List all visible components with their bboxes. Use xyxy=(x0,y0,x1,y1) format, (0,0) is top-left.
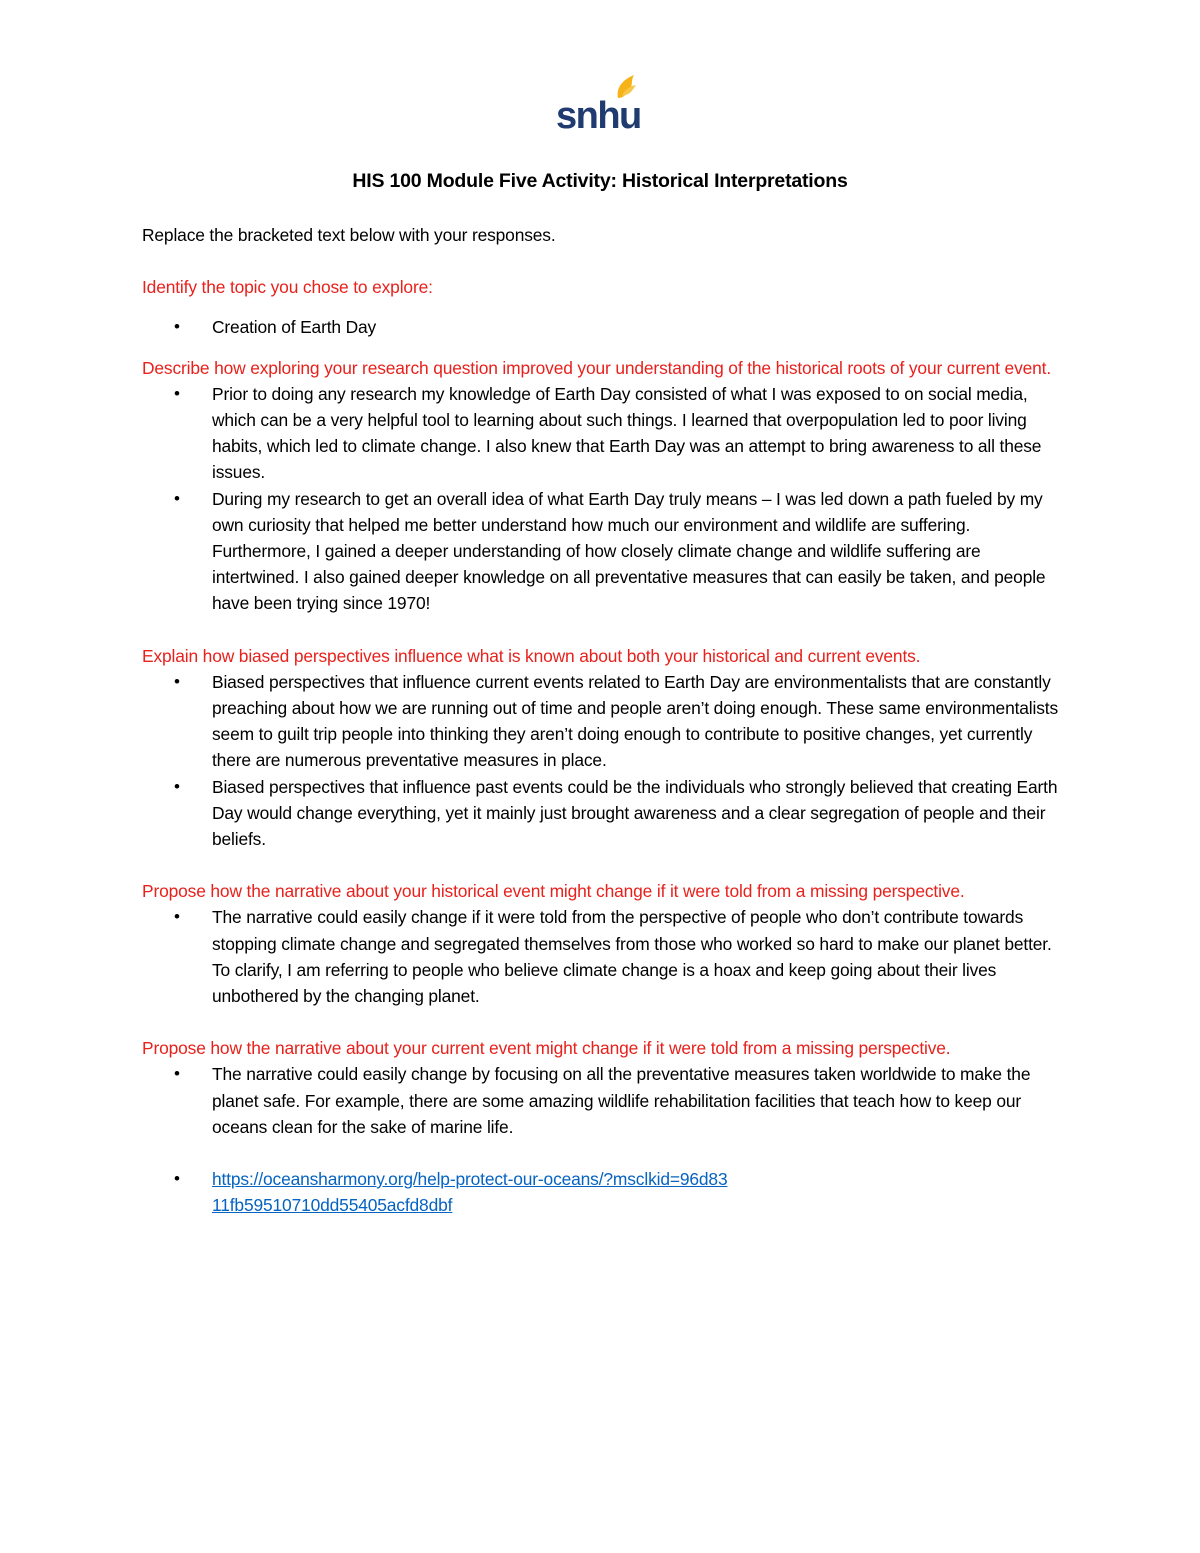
list-item-text: Biased perspectives that influence current events related to Earth Day are environmentalists that are constantly preaching about how we are running out of time and people aren’t doing enough. These same environmentalists seem to guilt trip people into thinking they aren’t doing enough to contribute to positive changes, yet currently there are numerous preventative measures in place. xyxy=(212,671,1058,771)
list-item-text: During my research to get an overall idea of what Earth Day truly means – I was led down a path fueled by my own curiosity that helped me better understand how much our environment and wildlife are suffering. Furthermore, I gained a deeper understanding of how closely climate change and wildlife suffering are intertwined. I also gained deeper knowledge on all preventative measures that can easily be taken, and people have been trying since 1970! xyxy=(212,488,1046,614)
section-prompt: Identify the topic you chose to explore: xyxy=(142,277,433,298)
list-item xyxy=(142,381,1072,486)
section-bullets xyxy=(142,669,1072,852)
snhu-logo xyxy=(552,72,648,134)
list-item xyxy=(142,904,1072,1009)
section-bullets xyxy=(142,314,1072,340)
section-bullets xyxy=(142,1061,1072,1140)
section-prompt: Propose how the narrative about your historical event might change if it were told from a missing perspective. xyxy=(142,881,965,902)
section-bullets xyxy=(142,904,1072,1009)
list-item xyxy=(142,1061,1072,1140)
document-body xyxy=(142,222,1072,1219)
list-item xyxy=(142,314,1072,340)
list-item-text: Prior to doing any research my knowledge of Earth Day consisted of what I was exposed to on social media, which can be a very helpful tool to learning about such things. I learned that overpopulation led to poor living habits, which led to climate change. I also knew that Earth Day was an attempt to bring awareness to all these issues. xyxy=(212,383,1042,483)
bullet-icon: • xyxy=(174,488,180,508)
list-item xyxy=(142,669,1072,774)
reference-link[interactable]: https://oceansharmony.org/help-protect-our-oceans/?msclkid=96d8311fb59510710dd55405acfd8dbf xyxy=(212,1169,728,1216)
link-list xyxy=(142,1166,1072,1218)
bullet-icon: • xyxy=(174,671,180,691)
logo-wordmark: snhu xyxy=(556,95,641,134)
list-item-text: Creation of Earth Day xyxy=(212,317,377,338)
list-item-text: Biased perspectives that influence past events could be the individuals who strongly believed that creating Earth Day would change everything, yet it mainly just brought awareness and a clear segregation of people and their beliefs. xyxy=(212,776,1058,850)
list-item xyxy=(142,1166,732,1218)
instructions-text: Replace the bracketed text below with your responses. xyxy=(142,225,556,245)
section-bullets xyxy=(142,381,1072,617)
document-title: HIS 100 Module Five Activity: Historical Interpretations xyxy=(352,170,848,192)
bullet-icon: • xyxy=(174,776,180,796)
section-prompt: Explain how biased perspectives influence what is known about both your historical and current events. xyxy=(142,645,921,666)
list-item xyxy=(142,486,1072,617)
bullet-icon: • xyxy=(174,383,180,403)
section-prompt: Describe how exploring your research question improved your understanding of the historical roots of your current event. xyxy=(142,357,1052,378)
bullet-icon: • xyxy=(174,317,180,337)
list-item-text: The narrative could easily change if it were told from the perspective of people who don’t contribute towards stopping climate change and segregated themselves from those who worked so hard to make our planet better. To clarify, I am referring to people who believe climate change is a hoax and keep going about their lives unbothered by the changing planet. xyxy=(212,907,1052,1007)
section-prompt: Propose how the narrative about your current event might change if it were told from a missing perspective. xyxy=(142,1038,951,1059)
list-item xyxy=(142,774,1072,853)
bullet-icon: • xyxy=(174,1169,180,1189)
bullet-icon: • xyxy=(174,1064,180,1084)
bullet-icon: • xyxy=(174,907,180,927)
list-item-text: The narrative could easily change by focusing on all the preventative measures taken worldwide to make the planet safe. For example, there are some amazing wildlife rehabilitation facilities that teach how to keep our oceans clean for the sake of marine life. xyxy=(212,1064,1031,1137)
